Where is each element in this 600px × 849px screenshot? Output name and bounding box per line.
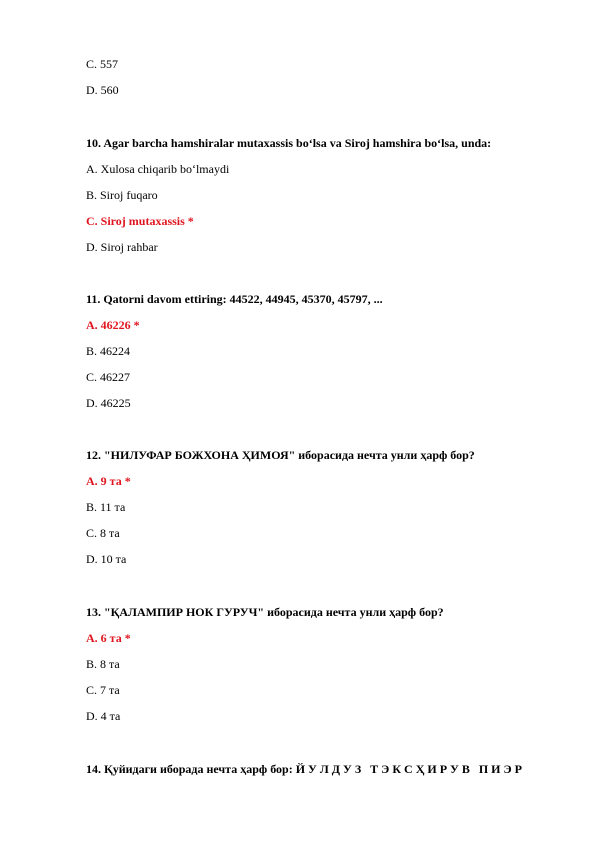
question-11-option-c: C. 46227 xyxy=(86,370,131,384)
option-d: D. 560 xyxy=(86,83,119,97)
question-12-text: 12. "НИЛУФАР БОЖХОНА ҲИМОЯ" иборасида нечта унли ҳарф бор? xyxy=(86,448,475,462)
question-13-option-d: D. 4 та xyxy=(86,709,121,723)
question-13-option-c: C. 7 та xyxy=(86,683,120,697)
option-c: C. 557 xyxy=(86,57,119,71)
question-11-text: 11. Qatorni davom ettiring: 44522, 44945, 45370, 45797, ... xyxy=(86,292,383,306)
question-11-option-b: B. 46224 xyxy=(86,344,131,358)
question-10-option-d: D. Siroj rahbar xyxy=(86,240,158,254)
question-12-option-c: C. 8 та xyxy=(86,526,120,540)
question-12-option-b: B. 11 та xyxy=(86,500,126,514)
question-11-option-d: D. 46225 xyxy=(86,396,131,410)
question-12-option-d: D. 10 та xyxy=(86,552,127,566)
question-12-option-a-correct: A. 9 та * xyxy=(86,474,131,488)
question-13-option-b: B. 8 та xyxy=(86,657,120,671)
question-10-text: 10. Agar barcha hamshiralar mutaxassis bo‘lsa va Siroj hamshira bo‘lsa, unda: xyxy=(86,136,492,150)
question-10-option-c-correct: C. Siroj mutaxassis * xyxy=(86,214,194,228)
question-13-text: 13. "ҚАЛАМПИР НОК ГУРУЧ" иборасида нечта унли ҳарф бор? xyxy=(86,605,444,619)
question-14-text: 14. Қуйидаги иборада нечта ҳарф бор: Й У Л Д У З Т Э К С Ҳ И Р У В П И Э Р xyxy=(86,762,522,776)
question-11-option-a-correct: A. 46226 * xyxy=(86,318,140,332)
question-10-option-a: A. Xulosa chiqarib bo‘lmaydi xyxy=(86,162,230,176)
question-13-option-a-correct: A. 6 та * xyxy=(86,631,131,645)
question-10-option-b: B. Siroj fuqaro xyxy=(86,188,158,202)
